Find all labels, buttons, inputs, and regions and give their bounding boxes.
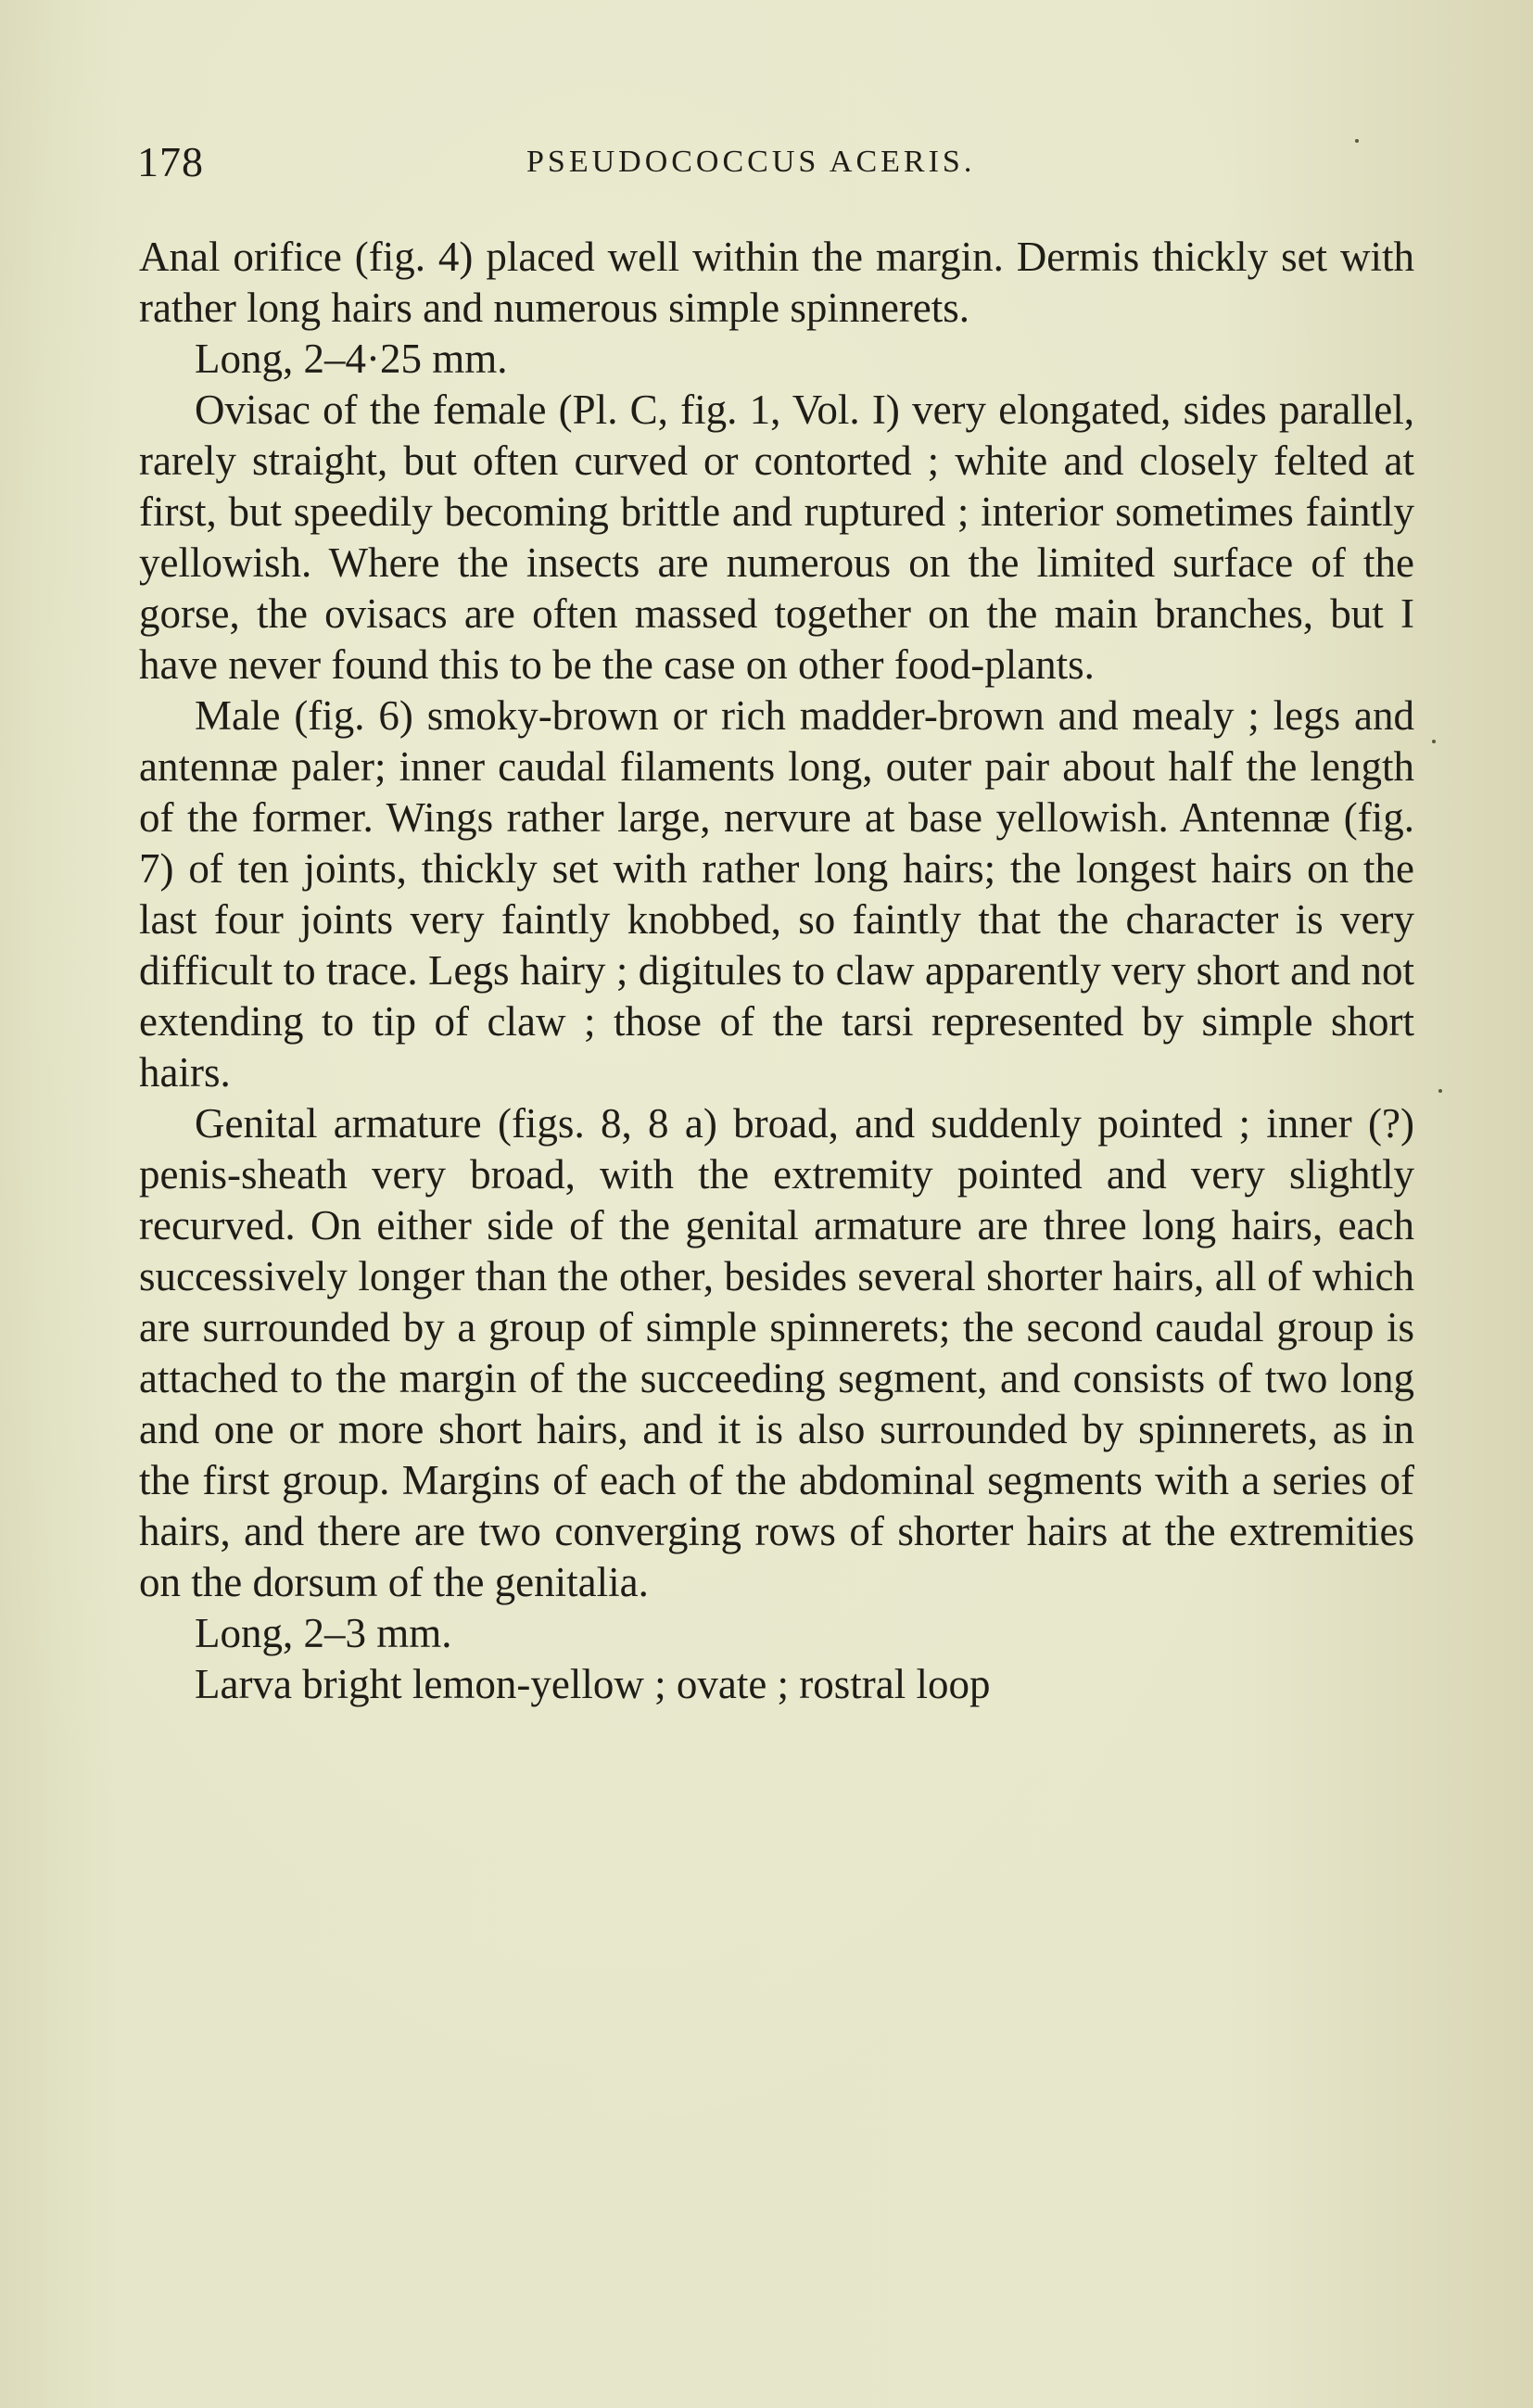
paragraph-female-length: Long, 2–4·25 mm. bbox=[195, 336, 508, 382]
paper-speck bbox=[1432, 740, 1436, 743]
running-head: PSEUDOCOCCUS ACERIS. bbox=[526, 145, 976, 179]
paper-speck bbox=[1355, 139, 1359, 143]
paper-speck bbox=[1438, 1089, 1442, 1093]
paragraph-ovisac: Ovisac of the female (Pl. C, fig. 1, Vol. I) very elongated, sides parallel, rarely straight, but often curved or contorted ; white and closely felted at first, but speedily becoming brittle and ruptured ; interior sometimes faintly yellowish. Where the insects are numerous on the limited surface of the gorse, the ovisacs are often massed together on the main branches, but I have never found this to be the case on other food-plants. bbox=[139, 387, 1414, 688]
page-number: 178 bbox=[137, 138, 204, 185]
paragraph-genital-armature: Genital armature (figs. 8, 8 a) broad, and suddenly pointed ; inner (?) penis-sheath very broad, with the extremity pointed and very slightly recurved. On either side of the genital armature are three long hairs, each successively longer than the other, besides several shorter hairs, all of which are surrounded by a group of simple spinnerets; the second caudal group is attached to the margin of the succeeding segment, and consists of two long and one or more short hairs, and it is also surrounded by spinnerets, as in the first group. Margins of each of the abdominal segments with a series of hairs, and there are two converging rows of shorter hairs at the extremities on the dorsum of the genitalia. bbox=[139, 1100, 1414, 1605]
body-text bbox=[139, 232, 1414, 1710]
paragraph-male: Male (fig. 6) smoky-brown or rich madder-brown and mealy ; legs and antennæ paler; inner caudal filaments long, outer pair about half the length of the former. Wings rather large, nervure at base yellowish. Antennæ (fig. 7) of ten joints, thickly set with rather long hairs; the longest hairs on the last four joints very faintly knobbed, so faintly that the character is very difficult to trace. Legs hairy ; digitules to claw apparently very short and not extending to tip of claw ; those of the tarsi represented by simple short hairs. bbox=[139, 692, 1414, 1096]
paragraph-anal-orifice: Anal orifice (fig. 4) placed well within the margin. Dermis thickly set with rather long hairs and numerous simple spinnerets. bbox=[139, 234, 1414, 331]
paragraph-larva: Larva bright lemon-yellow ; ovate ; rostral loop bbox=[195, 1661, 991, 1707]
page-header bbox=[137, 137, 1416, 193]
paragraph-male-length: Long, 2–3 mm. bbox=[195, 1610, 452, 1656]
